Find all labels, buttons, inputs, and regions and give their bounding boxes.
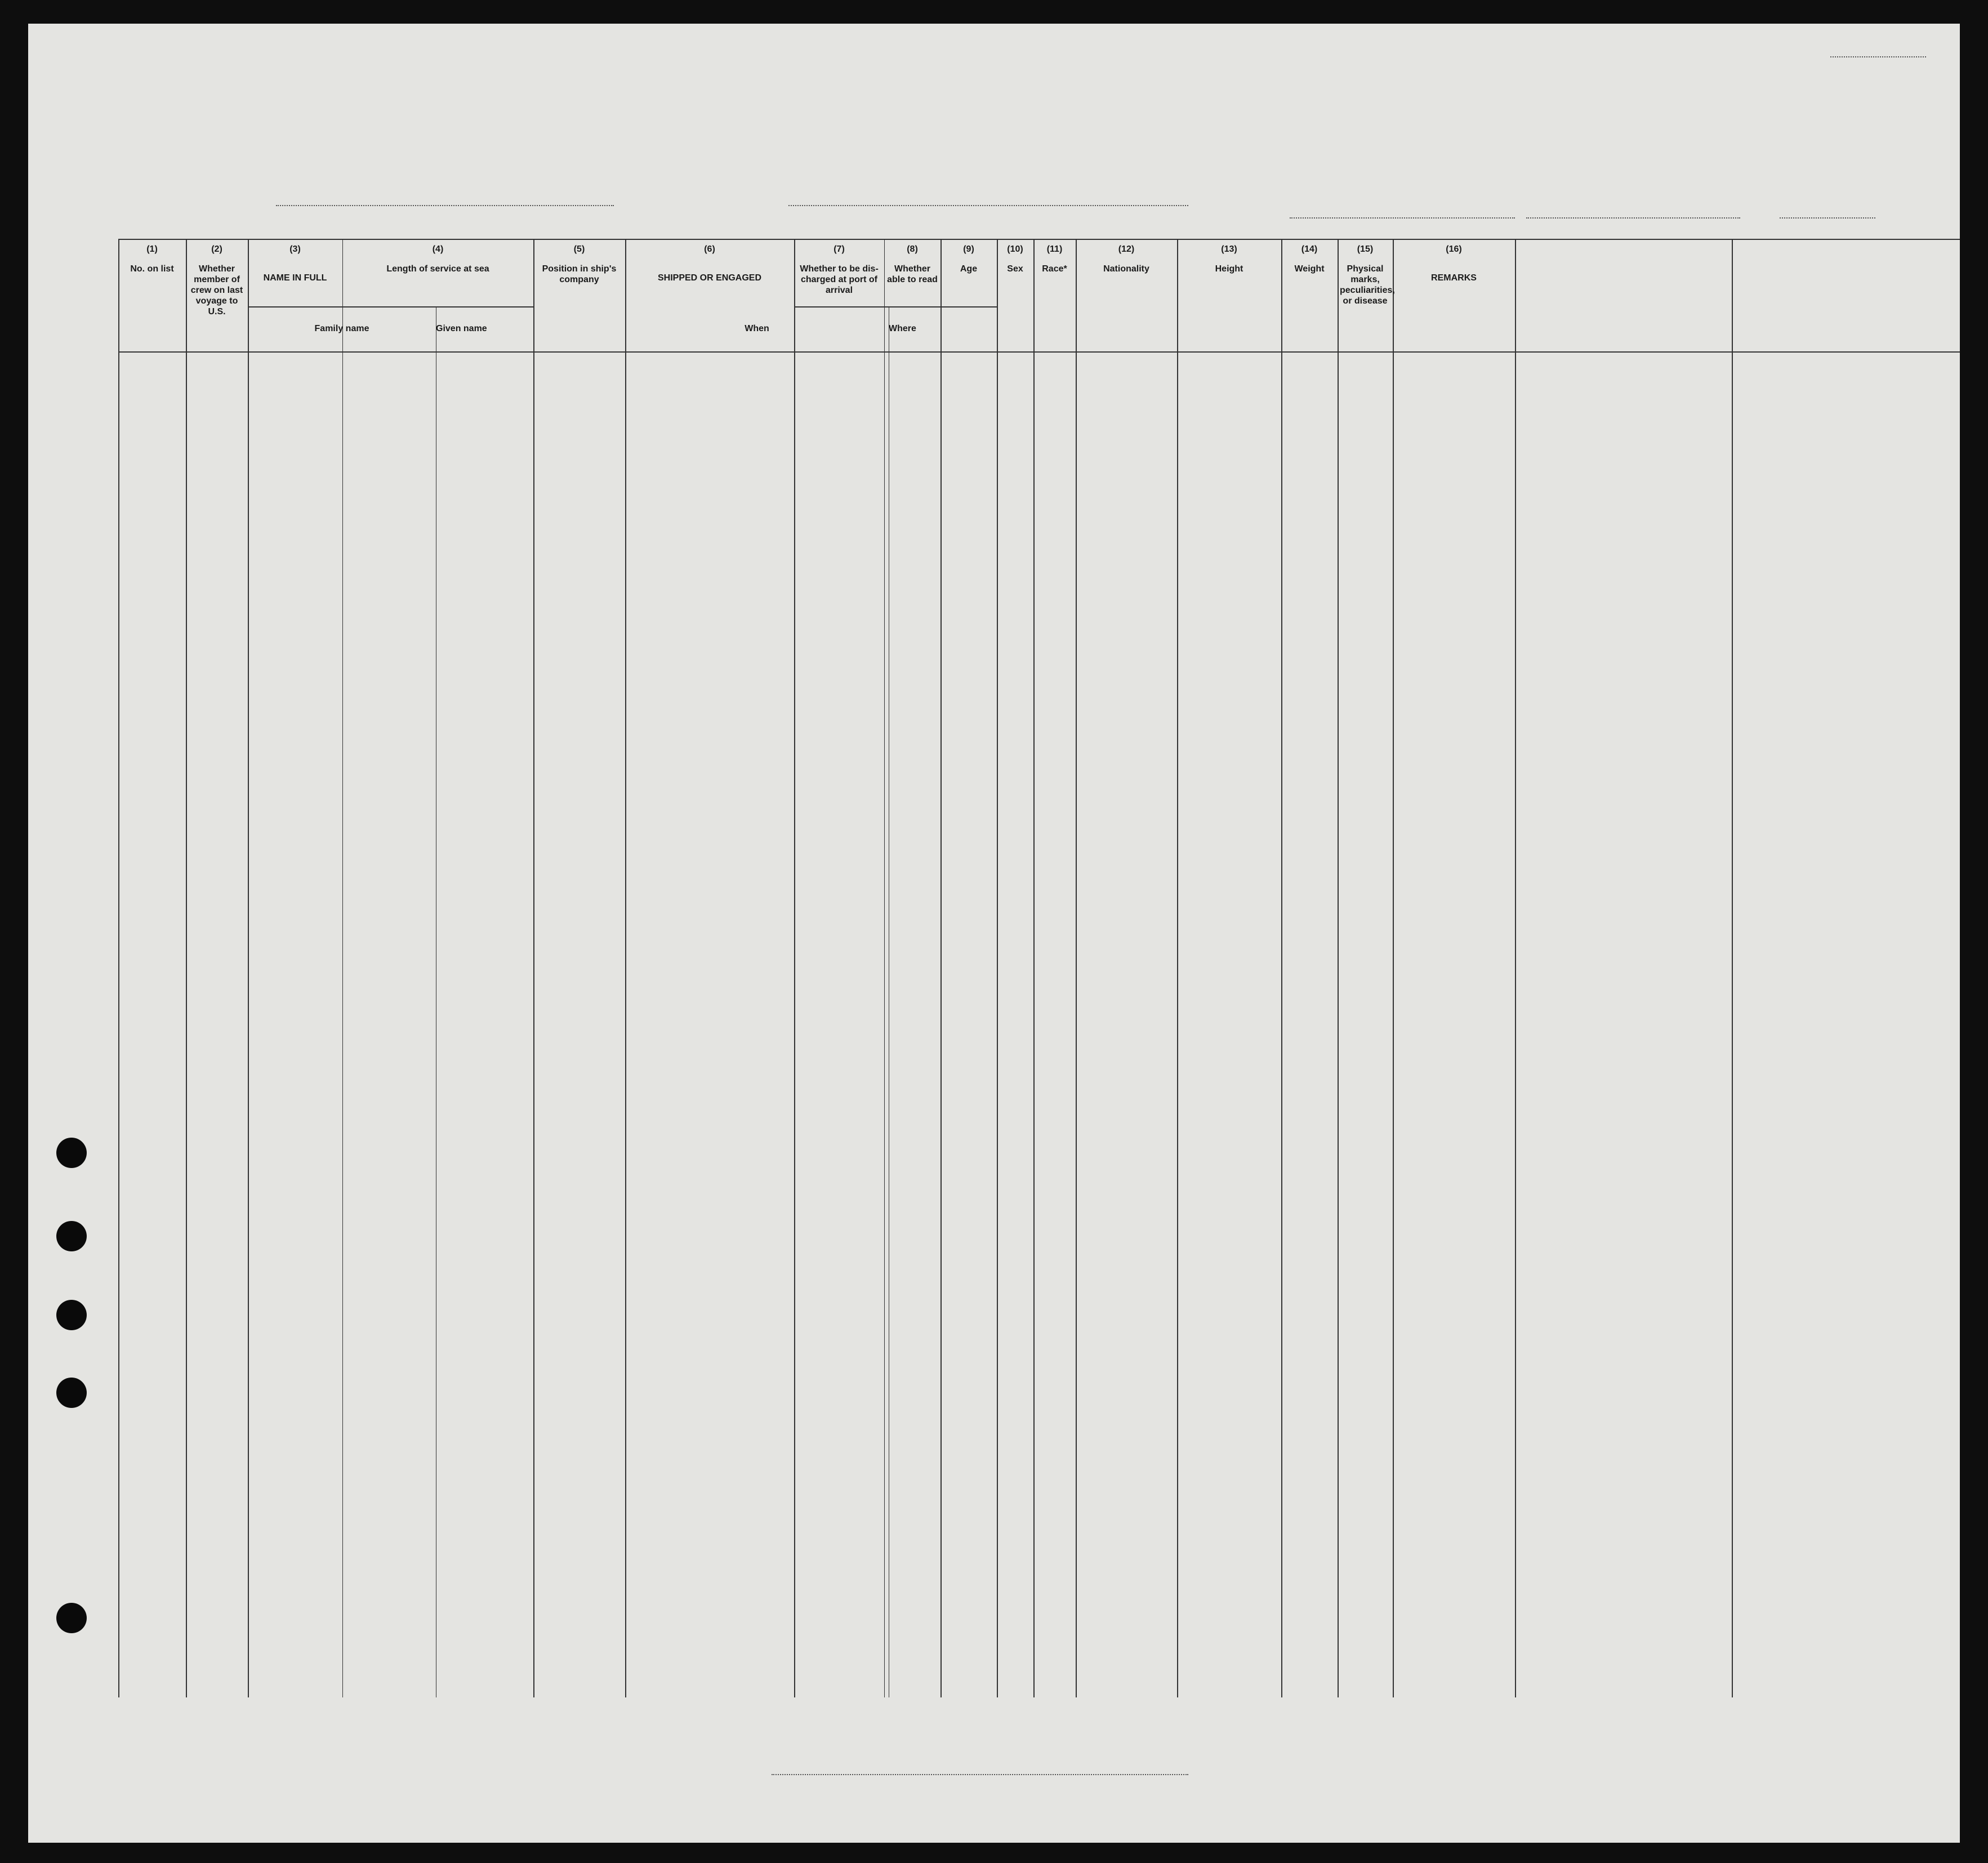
column-rule bbox=[118, 239, 119, 1697]
column-rule bbox=[342, 239, 343, 1697]
sheet-number bbox=[1830, 56, 1926, 57]
column-number: (13) bbox=[1221, 244, 1237, 254]
column-rule bbox=[1033, 239, 1035, 1697]
column-number: (11) bbox=[1046, 244, 1063, 254]
column-header: Weight bbox=[1294, 264, 1325, 274]
column-rule bbox=[625, 239, 626, 1697]
column-rule bbox=[1393, 239, 1394, 1697]
column-rule bbox=[997, 239, 998, 1697]
column-header: Physical marks, peculiarities, or disease bbox=[1340, 264, 1395, 306]
column-rule bbox=[533, 239, 534, 1697]
column-rule bbox=[248, 239, 249, 1697]
binder-hole bbox=[56, 1138, 87, 1168]
column-number: (4) bbox=[432, 244, 444, 254]
column-number: (12) bbox=[1118, 244, 1135, 254]
arriving-line bbox=[1290, 217, 1515, 219]
column-number: (10) bbox=[1007, 244, 1023, 254]
vessel-name bbox=[276, 205, 614, 206]
column-rule bbox=[1338, 239, 1339, 1697]
column-number: (6) bbox=[704, 244, 715, 254]
column-number: (7) bbox=[833, 244, 845, 254]
column-subheader: Given name bbox=[436, 324, 487, 333]
column-header: Nationality bbox=[1103, 264, 1149, 274]
binder-hole bbox=[56, 1378, 87, 1408]
column-header: No. on list bbox=[130, 264, 174, 274]
column-rule bbox=[186, 239, 187, 1697]
column-header: SHIPPED OR ENGAGED bbox=[657, 273, 762, 283]
column-header: Sex bbox=[1007, 264, 1023, 274]
signature-line bbox=[772, 1774, 1188, 1775]
subheader-rule bbox=[248, 306, 533, 307]
column-number: (8) bbox=[907, 244, 918, 254]
column-subheader: When bbox=[745, 324, 769, 333]
binder-hole bbox=[56, 1300, 87, 1330]
column-number: (5) bbox=[573, 244, 585, 254]
column-header: Length of service at sea bbox=[386, 264, 489, 274]
column-header: Whether able to read bbox=[887, 264, 938, 284]
column-number: (3) bbox=[289, 244, 301, 254]
column-subheader: Family name bbox=[314, 324, 369, 333]
column-rule bbox=[940, 239, 942, 1697]
column-header: Whether member of crew on last voyage to U.S. bbox=[190, 264, 243, 317]
column-number: (1) bbox=[146, 244, 158, 254]
binder-hole bbox=[56, 1221, 87, 1251]
column-number: (2) bbox=[211, 244, 222, 254]
column-rule bbox=[1177, 239, 1178, 1697]
binder-hole bbox=[56, 1603, 87, 1633]
column-rule bbox=[1076, 239, 1077, 1697]
column-header: Whether to be dis-charged at port of arrival bbox=[800, 264, 879, 295]
column-header: REMARKS bbox=[1431, 273, 1477, 283]
column-header: Age bbox=[960, 264, 978, 274]
manifest-table bbox=[118, 239, 1960, 1697]
year-line bbox=[1780, 217, 1875, 219]
arrival-date-line bbox=[1526, 217, 1740, 219]
column-number: (9) bbox=[963, 244, 974, 254]
column-header: Height bbox=[1215, 264, 1243, 274]
subheader-rule bbox=[794, 306, 997, 307]
column-header: NAME IN FULL bbox=[263, 273, 327, 283]
column-header: Position in ship's company bbox=[542, 264, 617, 284]
column-rule bbox=[1281, 239, 1282, 1697]
column-number: (16) bbox=[1446, 244, 1462, 254]
header-rule bbox=[118, 351, 1960, 353]
column-rule bbox=[794, 239, 795, 1697]
header-rule bbox=[118, 239, 1960, 240]
sailing-port-printed bbox=[788, 205, 1188, 206]
column-rule bbox=[1515, 239, 1516, 1697]
manifest-sheet bbox=[28, 24, 1960, 1843]
column-subheader: Where bbox=[889, 324, 916, 333]
column-number: (15) bbox=[1357, 244, 1374, 254]
column-number: (14) bbox=[1301, 244, 1318, 254]
column-rule bbox=[1732, 239, 1733, 1697]
column-header: Race* bbox=[1042, 264, 1067, 274]
column-rule bbox=[884, 239, 885, 1697]
